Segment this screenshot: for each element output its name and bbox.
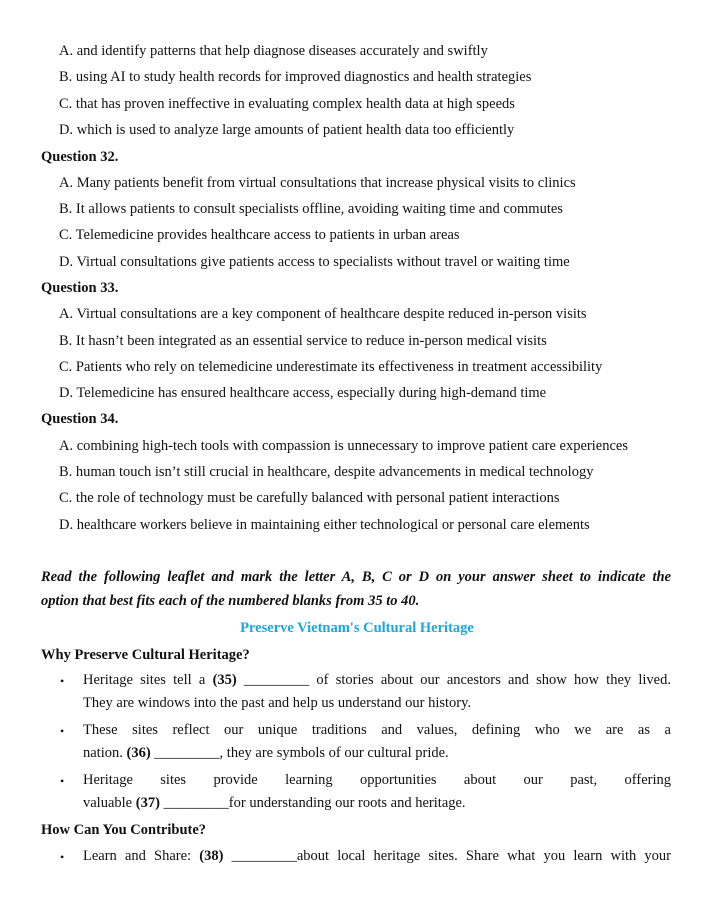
bullet-35-line-2: They are windows into the past and help us understand our history. xyxy=(83,695,472,711)
q33-option-b[interactable]: B. It hasn’t been integrated as an essential service to reduce in-person medical visits xyxy=(59,333,547,349)
leaflet-title: Preserve Vietnam's Cultural Heritage xyxy=(240,620,474,636)
q31-option-d[interactable]: D. which is used to analyze large amounts of patient health data too efficiently xyxy=(59,122,515,138)
q31-option-c[interactable]: C. that has proven ineffective in evaluating complex health data at high speeds xyxy=(59,96,515,112)
bullet-icon: • xyxy=(60,674,65,688)
q32-option-d[interactable]: D. Virtual consultations give patients access to specialists without travel or waiting time xyxy=(59,254,570,270)
bullet-35-line-1: Heritage sites tell a (35) _________ of stories about our ancestors and show how they lived. xyxy=(83,672,671,688)
question-34-label: Question 34. xyxy=(41,411,119,427)
q32-option-a[interactable]: A. Many patients benefit from virtual consultations that increase physical visits to clinics xyxy=(59,175,576,191)
why-preserve-heading: Why Preserve Cultural Heritage? xyxy=(41,647,250,663)
blank-36-number: (36) xyxy=(126,745,151,761)
q32-option-c[interactable]: C. Telemedicine provides healthcare access to patients in urban areas xyxy=(59,227,460,243)
question-32-label: Question 32. xyxy=(41,149,119,165)
q33-option-d[interactable]: D. Telemedicine has ensured healthcare access, especially during high-demand time xyxy=(59,385,547,401)
q34-option-c[interactable]: C. the role of technology must be carefully balanced with personal patient interactions xyxy=(59,490,560,506)
q33-option-a[interactable]: A. Virtual consultations are a key component of healthcare despite reduced in-person visits xyxy=(59,306,587,322)
instruction-line-2: option that best fits each of the numbered blanks from 35 to 40. xyxy=(41,593,420,609)
blank-37-number: (37) xyxy=(135,795,160,811)
bullet-37-line-2: valuable (37) _________for understanding our roots and heritage. xyxy=(83,795,466,811)
bullet-icon: • xyxy=(60,774,65,788)
bullet-icon: • xyxy=(60,850,65,864)
q32-option-b[interactable]: B. It allows patients to consult specialists offline, avoiding waiting time and commutes xyxy=(59,201,563,217)
bullet-36-line-1: These sites reflect our unique traditions and values, defining who we are as a xyxy=(83,722,671,738)
blank-38-number: (38) xyxy=(199,848,224,864)
q31-option-b[interactable]: B. using AI to study health records for improved diagnostics and health strategies xyxy=(59,69,532,85)
bullet-icon: • xyxy=(60,724,65,738)
q31-option-a[interactable]: A. and identify patterns that help diagnose diseases accurately and swiftly xyxy=(59,43,488,59)
bullet-38-line-1: Learn and Share: (38) _________about local heritage sites. Share what you learn with your xyxy=(83,848,671,864)
q34-option-d[interactable]: D. healthcare workers believe in maintaining either technological or personal care elements xyxy=(59,517,590,533)
q34-option-b[interactable]: B. human touch isn’t still crucial in healthcare, despite advancements in medical technology xyxy=(59,464,594,480)
bullet-37-line-1: Heritage sites provide learning opportunities about our past, offering xyxy=(83,772,671,788)
instruction-line-1: Read the following leaflet and mark the letter A, B, C or D on your answer sheet to indicate the xyxy=(41,569,671,585)
blank-35-number: (35) xyxy=(212,672,237,688)
how-contribute-heading: How Can You Contribute? xyxy=(41,822,207,838)
question-33-label: Question 33. xyxy=(41,280,119,296)
q33-option-c[interactable]: C. Patients who rely on telemedicine underestimate its effectiveness in treatment accessibility xyxy=(59,359,603,375)
q34-option-a[interactable]: A. combining high-tech tools with compassion is unnecessary to improve patient care experiences xyxy=(59,438,628,454)
bullet-36-line-2: nation. (36) _________, they are symbols of our cultural pride. xyxy=(83,745,449,761)
